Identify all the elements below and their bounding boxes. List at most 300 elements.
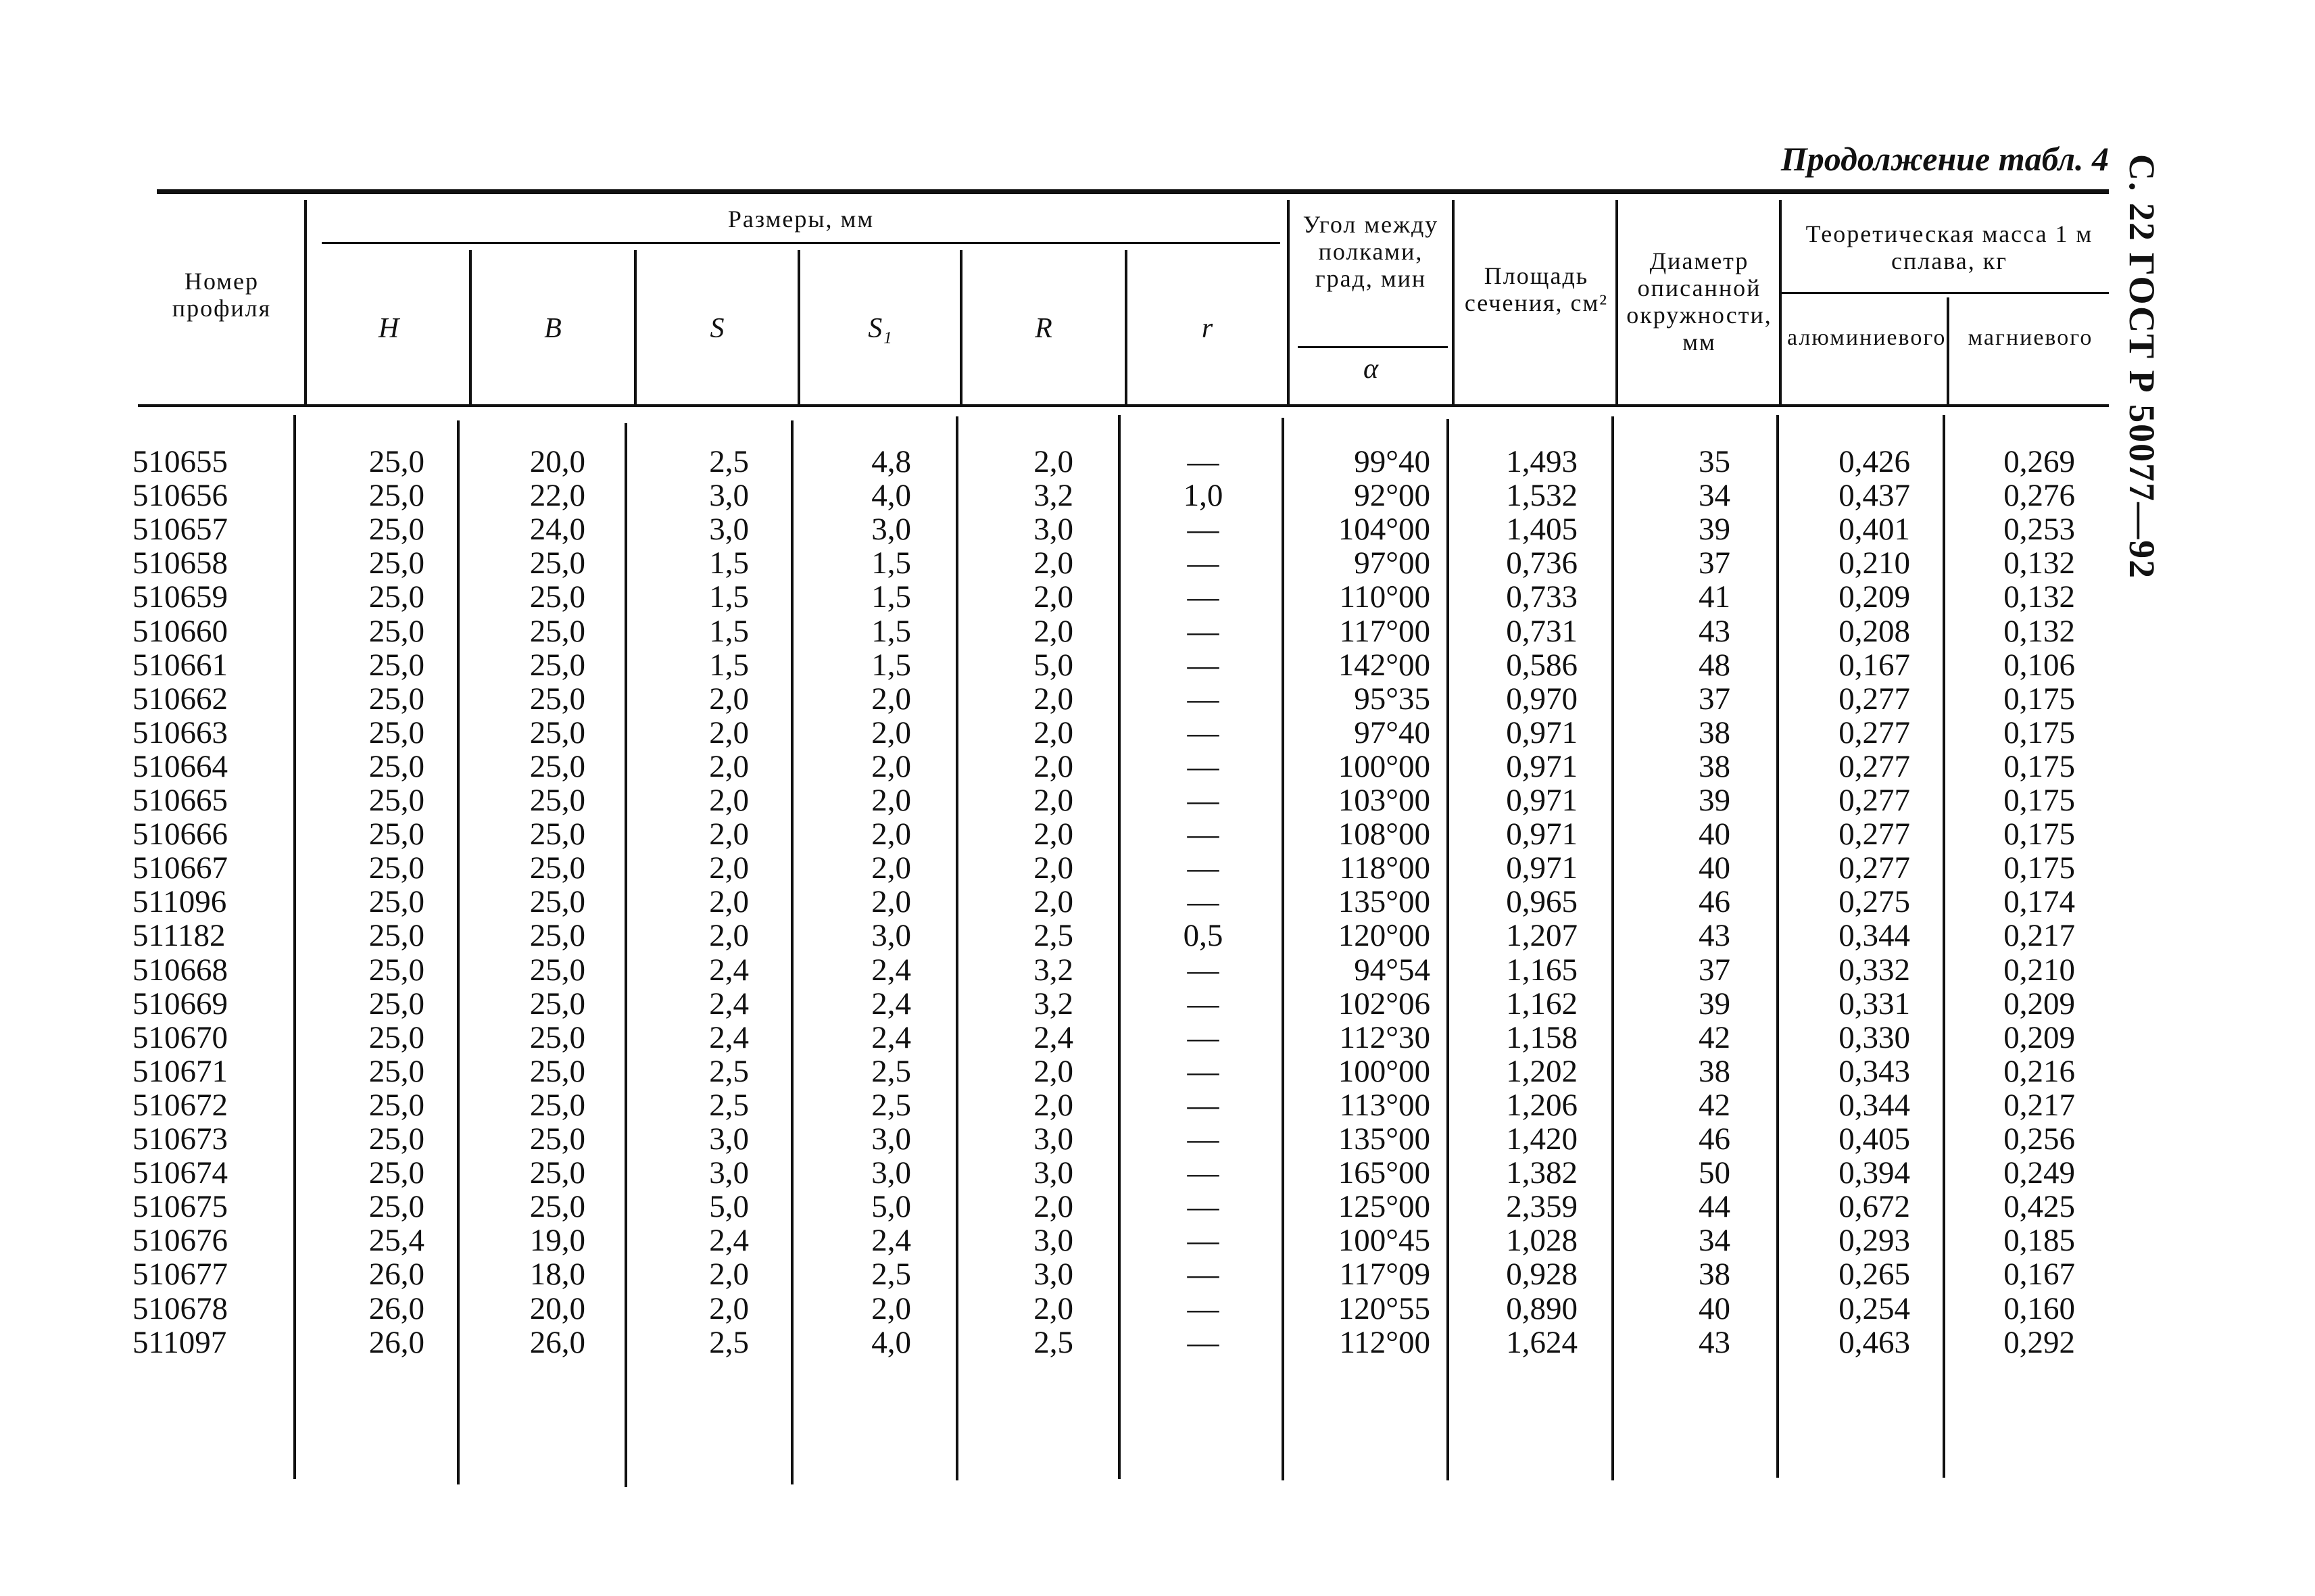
- dimensions-group-rule: [322, 242, 1280, 244]
- cell-angle: 110°00: [1339, 579, 1430, 615]
- profile-number: 510674: [132, 1155, 228, 1191]
- col-rule-9-head: [1615, 200, 1618, 404]
- cell-B: 25,0: [529, 986, 585, 1021]
- cell-aluminum: 0,277: [1838, 817, 1910, 852]
- cell-magnesium: 0,216: [2003, 1053, 2075, 1089]
- cell-S: 3,0: [709, 478, 749, 514]
- header-diameter: Диаметр описанной окружности, мм: [1626, 247, 1772, 356]
- cell-H: 25,0: [368, 850, 424, 886]
- cell-magnesium: 0,132: [2003, 546, 2075, 581]
- cell-H: 25,0: [368, 681, 424, 717]
- cell-R: 2,0: [1033, 715, 1073, 750]
- header-H: H: [378, 313, 399, 344]
- cell-r: —: [1187, 1121, 1219, 1157]
- cell-area: 1,624: [1506, 1324, 1578, 1360]
- cell-S1: 3,0: [871, 512, 911, 548]
- cell-angle: 104°00: [1338, 512, 1430, 548]
- cell-aluminum: 0,426: [1838, 444, 1910, 479]
- profile-number: 510660: [132, 613, 228, 649]
- cell-magnesium: 0,160: [2003, 1290, 2075, 1326]
- profile-number: 511096: [132, 884, 227, 920]
- cell-B: 25,0: [529, 1155, 585, 1191]
- cell-magnesium: 0,175: [2003, 748, 2075, 784]
- cell-B: 25,0: [529, 715, 585, 750]
- cell-R: 2,0: [1033, 1189, 1073, 1225]
- cell-B: 25,0: [529, 613, 585, 649]
- cell-diameter: 43: [1699, 918, 1730, 954]
- cell-diameter: 35: [1699, 444, 1730, 479]
- cell-S1: 2,4: [871, 952, 911, 988]
- cell-H: 25,0: [368, 478, 424, 514]
- cell-angle: 135°00: [1338, 1121, 1430, 1157]
- cell-H: 25,0: [368, 817, 424, 852]
- cell-aluminum: 0,331: [1838, 986, 1910, 1021]
- cell-r: —: [1187, 1223, 1219, 1259]
- cell-area: 1,162: [1506, 986, 1578, 1021]
- cell-S: 5,0: [709, 1189, 749, 1225]
- cell-S1: 2,0: [871, 817, 911, 852]
- cell-area: 1,532: [1506, 478, 1578, 514]
- cell-r: —: [1187, 579, 1219, 615]
- cell-r: —: [1187, 647, 1219, 683]
- cell-angle: 117°09: [1339, 1257, 1430, 1292]
- cell-area: 0,965: [1506, 884, 1578, 920]
- profile-number: 511182: [132, 918, 226, 954]
- cell-S1: 2,0: [871, 715, 911, 750]
- cell-R: 2,0: [1033, 1053, 1073, 1089]
- cell-H: 26,0: [368, 1257, 424, 1292]
- cell-S1: 3,0: [871, 1121, 911, 1157]
- cell-area: 0,971: [1506, 715, 1578, 750]
- header-B: B: [544, 313, 562, 344]
- cell-B: 25,0: [529, 1189, 585, 1225]
- cell-angle: 100°00: [1338, 748, 1430, 784]
- cell-B: 25,0: [529, 952, 585, 988]
- cell-S: 2,5: [709, 1324, 749, 1360]
- angle-alpha-rule: [1298, 346, 1448, 348]
- cell-S: 2,4: [709, 986, 749, 1021]
- col-rule-1-body: [293, 415, 296, 1479]
- cell-r: —: [1187, 817, 1219, 852]
- cell-S1: 4,0: [871, 478, 911, 514]
- cell-diameter: 38: [1699, 748, 1730, 784]
- profile-number: 510667: [132, 850, 228, 886]
- cell-magnesium: 0,174: [2003, 884, 2075, 920]
- cell-r: —: [1187, 1324, 1219, 1360]
- cell-area: 1,202: [1506, 1053, 1578, 1089]
- cell-aluminum: 0,275: [1838, 884, 1910, 920]
- cell-R: 3,2: [1033, 478, 1073, 514]
- cell-aluminum: 0,405: [1838, 1121, 1910, 1157]
- profile-number: 510664: [132, 748, 228, 784]
- header-S1: S₁: [868, 313, 892, 344]
- cell-diameter: 40: [1699, 1290, 1730, 1326]
- cell-H: 25,0: [368, 783, 424, 818]
- cell-S: 1,5: [709, 647, 749, 683]
- cell-r: —: [1187, 546, 1219, 581]
- cell-S: 3,0: [709, 1155, 749, 1191]
- cell-magnesium: 0,132: [2003, 613, 2075, 649]
- cell-R: 3,0: [1033, 1257, 1073, 1292]
- cell-B: 24,0: [529, 512, 585, 548]
- cell-diameter: 38: [1699, 715, 1730, 750]
- profile-number: 510659: [132, 579, 228, 615]
- cell-diameter: 39: [1699, 986, 1730, 1021]
- cell-area: 1,028: [1506, 1223, 1578, 1259]
- profile-number: 510665: [132, 783, 228, 818]
- cell-S1: 3,0: [871, 918, 911, 954]
- cell-angle: 120°00: [1338, 918, 1430, 954]
- cell-R: 2,0: [1033, 748, 1073, 784]
- cell-area: 1,493: [1506, 444, 1578, 479]
- cell-B: 19,0: [529, 1223, 585, 1259]
- cell-S: 2,0: [709, 681, 749, 717]
- cell-angle: 108°00: [1338, 817, 1430, 852]
- cell-r: —: [1187, 1053, 1219, 1089]
- cell-area: 0,971: [1506, 850, 1578, 886]
- cell-angle: 117°00: [1339, 613, 1430, 649]
- cell-S: 2,4: [709, 952, 749, 988]
- cell-aluminum: 0,437: [1838, 478, 1910, 514]
- cell-r: 1,0: [1183, 478, 1223, 514]
- cell-S: 2,5: [709, 1087, 749, 1123]
- profile-number: 510657: [132, 512, 228, 548]
- cell-H: 25,0: [368, 613, 424, 649]
- cell-H: 25,4: [368, 1223, 424, 1259]
- cell-angle: 165°00: [1338, 1155, 1430, 1191]
- cell-H: 25,0: [368, 512, 424, 548]
- cell-magnesium: 0,256: [2003, 1121, 2075, 1157]
- cell-R: 2,0: [1033, 783, 1073, 818]
- cell-S: 3,0: [709, 1121, 749, 1157]
- cell-B: 25,0: [529, 1019, 585, 1055]
- cell-S: 2,0: [709, 1257, 749, 1292]
- cell-r: —: [1187, 1155, 1219, 1191]
- cell-R: 2,0: [1033, 546, 1073, 581]
- cell-S: 2,0: [709, 817, 749, 852]
- cell-area: 0,928: [1506, 1257, 1578, 1292]
- cell-angle: 100°00: [1338, 1053, 1430, 1089]
- cell-magnesium: 0,185: [2003, 1223, 2075, 1259]
- cell-R: 3,2: [1033, 952, 1073, 988]
- cell-H: 25,0: [368, 986, 424, 1021]
- cell-S: 2,0: [709, 918, 749, 954]
- cell-R: 3,0: [1033, 1121, 1073, 1157]
- cell-angle: 142°00: [1338, 647, 1430, 683]
- cell-area: 1,206: [1506, 1087, 1578, 1123]
- cell-r: —: [1187, 512, 1219, 548]
- cell-r: —: [1187, 715, 1219, 750]
- profile-number: 510662: [132, 681, 228, 717]
- col-rule-11-body: [1943, 415, 1945, 1478]
- side-label-text: С. 22 ГОСТ Р 50077—92: [2122, 154, 2162, 580]
- cell-R: 2,0: [1033, 681, 1073, 717]
- cell-S1: 2,4: [871, 1223, 911, 1259]
- cell-magnesium: 0,217: [2003, 918, 2075, 954]
- profile-number: 510677: [132, 1257, 228, 1292]
- cell-S: 2,4: [709, 1019, 749, 1055]
- cell-B: 25,0: [529, 748, 585, 784]
- profile-number: 510672: [132, 1087, 228, 1123]
- cell-B: 25,0: [529, 681, 585, 717]
- cell-diameter: 42: [1699, 1019, 1730, 1055]
- cell-aluminum: 0,277: [1838, 681, 1910, 717]
- cell-S1: 2,5: [871, 1053, 911, 1089]
- cell-R: 3,0: [1033, 512, 1073, 548]
- cell-aluminum: 0,167: [1838, 647, 1910, 683]
- cell-area: 0,971: [1506, 783, 1578, 818]
- cell-magnesium: 0,175: [2003, 817, 2075, 852]
- cell-magnesium: 0,210: [2003, 952, 2075, 988]
- cell-S: 2,0: [709, 884, 749, 920]
- cell-S1: 2,0: [871, 748, 911, 784]
- profile-number: 510655: [132, 444, 228, 479]
- cell-H: 25,0: [368, 1155, 424, 1191]
- header-magnesium: магниевого: [1968, 325, 2093, 350]
- cell-H: 25,0: [368, 918, 424, 954]
- cell-diameter: 34: [1699, 1223, 1730, 1259]
- col-rule-7-head: [1287, 200, 1290, 404]
- cell-area: 1,158: [1506, 1019, 1578, 1055]
- cell-diameter: 50: [1699, 1155, 1730, 1191]
- cell-B: 25,0: [529, 546, 585, 581]
- cell-B: 25,0: [529, 1053, 585, 1089]
- cell-diameter: 40: [1699, 850, 1730, 886]
- col-rule-3-body: [625, 423, 627, 1487]
- profile-number: 510675: [132, 1189, 228, 1225]
- cell-magnesium: 0,175: [2003, 850, 2075, 886]
- col-rule-9-body: [1611, 416, 1614, 1480]
- cell-angle: 95°35: [1354, 681, 1430, 717]
- cell-S1: 2,0: [871, 1290, 911, 1326]
- cell-r: —: [1187, 850, 1219, 886]
- cell-magnesium: 0,106: [2003, 647, 2075, 683]
- cell-aluminum: 0,672: [1838, 1189, 1910, 1225]
- cell-R: 2,0: [1033, 817, 1073, 852]
- profile-number: 510671: [132, 1053, 228, 1089]
- table-top-rule: [157, 189, 2109, 194]
- cell-R: 2,0: [1033, 1087, 1073, 1123]
- cell-H: 26,0: [368, 1290, 424, 1326]
- header-bottom-rule: [138, 404, 2109, 407]
- cell-B: 26,0: [529, 1324, 585, 1360]
- cell-diameter: 34: [1699, 478, 1730, 514]
- cell-S: 2,0: [709, 748, 749, 784]
- cell-R: 2,0: [1033, 850, 1073, 886]
- profile-number: 510661: [132, 647, 228, 683]
- header-alpha: α: [1363, 354, 1379, 385]
- profile-number: 510673: [132, 1121, 228, 1157]
- cell-S1: 1,5: [871, 647, 911, 683]
- cell-S1: 2,5: [871, 1087, 911, 1123]
- cell-r: —: [1187, 884, 1219, 920]
- cell-aluminum: 0,394: [1838, 1155, 1910, 1191]
- profile-number: 510663: [132, 715, 228, 750]
- cell-S1: 4,8: [871, 444, 911, 479]
- cell-r: —: [1187, 1019, 1219, 1055]
- cell-diameter: 44: [1699, 1189, 1730, 1225]
- cell-S1: 1,5: [871, 546, 911, 581]
- cell-area: 0,971: [1506, 817, 1578, 852]
- cell-R: 5,0: [1033, 647, 1073, 683]
- cell-aluminum: 0,265: [1838, 1257, 1910, 1292]
- cell-area: 1,405: [1506, 512, 1578, 548]
- cell-H: 25,0: [368, 1189, 424, 1225]
- cell-B: 22,0: [529, 478, 585, 514]
- cell-magnesium: 0,209: [2003, 1019, 2075, 1055]
- cell-S: 1,5: [709, 579, 749, 615]
- cell-S: 2,5: [709, 1053, 749, 1089]
- cell-aluminum: 0,401: [1838, 512, 1910, 548]
- cell-aluminum: 0,210: [1838, 546, 1910, 581]
- cell-area: 1,420: [1506, 1121, 1578, 1157]
- cell-diameter: 41: [1699, 579, 1730, 615]
- cell-S1: 2,4: [871, 986, 911, 1021]
- cell-B: 25,0: [529, 1087, 585, 1123]
- cell-S: 2,0: [709, 715, 749, 750]
- header-mass-group: Теоретическая масса 1 м сплава, кг: [1805, 220, 2093, 274]
- cell-angle: 125°00: [1338, 1189, 1430, 1225]
- cell-diameter: 37: [1699, 952, 1730, 988]
- cell-area: 0,731: [1506, 613, 1578, 649]
- col-rule-5-body: [956, 416, 958, 1480]
- cell-magnesium: 0,167: [2003, 1257, 2075, 1292]
- cell-angle: 112°30: [1339, 1019, 1430, 1055]
- header-dimensions-group: Размеры, мм: [727, 205, 875, 233]
- header-r: r: [1201, 313, 1213, 344]
- cell-S1: 3,0: [871, 1155, 911, 1191]
- profile-number: 510656: [132, 478, 228, 514]
- cell-H: 25,0: [368, 1019, 424, 1055]
- cell-S: 2,5: [709, 444, 749, 479]
- cell-B: 20,0: [529, 444, 585, 479]
- cell-R: 2,0: [1033, 884, 1073, 920]
- cell-H: 26,0: [368, 1324, 424, 1360]
- cell-B: 25,0: [529, 850, 585, 886]
- cell-H: 25,0: [368, 715, 424, 750]
- cell-diameter: 48: [1699, 647, 1730, 683]
- cell-R: 2,0: [1033, 613, 1073, 649]
- cell-magnesium: 0,276: [2003, 478, 2075, 514]
- cell-magnesium: 0,209: [2003, 986, 2075, 1021]
- header-angle: Угол между полками, град, мин: [1302, 211, 1439, 292]
- cell-B: 25,0: [529, 884, 585, 920]
- cell-S: 2,0: [709, 783, 749, 818]
- cell-B: 25,0: [529, 918, 585, 954]
- cell-aluminum: 0,293: [1838, 1223, 1910, 1259]
- cell-H: 25,0: [368, 1121, 424, 1157]
- cell-S1: 1,5: [871, 613, 911, 649]
- cell-B: 20,0: [529, 1290, 585, 1326]
- cell-S1: 2,0: [871, 681, 911, 717]
- cell-angle: 103°00: [1338, 783, 1430, 818]
- cell-R: 3,0: [1033, 1155, 1073, 1191]
- cell-angle: 102°06: [1338, 986, 1430, 1021]
- cell-area: 1,165: [1506, 952, 1578, 988]
- cell-S: 2,0: [709, 850, 749, 886]
- cell-S: 3,0: [709, 512, 749, 548]
- cell-diameter: 43: [1699, 1324, 1730, 1360]
- cell-B: 25,0: [529, 647, 585, 683]
- cell-S1: 2,0: [871, 783, 911, 818]
- cell-angle: 135°00: [1338, 884, 1430, 920]
- cell-R: 2,0: [1033, 444, 1073, 479]
- cell-S1: 4,0: [871, 1324, 911, 1360]
- cell-S: 2,0: [709, 1290, 749, 1326]
- cell-magnesium: 0,253: [2003, 512, 2075, 548]
- cell-aluminum: 0,277: [1838, 748, 1910, 784]
- cell-diameter: 39: [1699, 783, 1730, 818]
- cell-B: 25,0: [529, 783, 585, 818]
- cell-magnesium: 0,292: [2003, 1324, 2075, 1360]
- profile-number: 510669: [132, 986, 228, 1021]
- col-rule-8-body: [1446, 419, 1449, 1480]
- cell-R: 3,0: [1033, 1223, 1073, 1259]
- cell-area: 0,970: [1506, 681, 1578, 717]
- cell-R: 2,0: [1033, 579, 1073, 615]
- cell-aluminum: 0,332: [1838, 952, 1910, 988]
- cell-area: 0,586: [1506, 647, 1578, 683]
- profile-number: 510668: [132, 952, 228, 988]
- cell-B: 25,0: [529, 817, 585, 852]
- cell-aluminum: 0,254: [1838, 1290, 1910, 1326]
- profile-number: 510666: [132, 817, 228, 852]
- cell-B: 18,0: [529, 1257, 585, 1292]
- profile-number: 510676: [132, 1223, 228, 1259]
- col-rule-1-head: [304, 200, 307, 404]
- cell-aluminum: 0,209: [1838, 579, 1910, 615]
- cell-diameter: 43: [1699, 613, 1730, 649]
- cell-aluminum: 0,330: [1838, 1019, 1910, 1055]
- cell-angle: 94°54: [1354, 952, 1430, 988]
- cell-magnesium: 0,175: [2003, 783, 2075, 818]
- cell-area: 0,736: [1506, 546, 1578, 581]
- mass-group-rule: [1782, 292, 2109, 294]
- header-R: R: [1035, 313, 1052, 344]
- cell-r: —: [1187, 952, 1219, 988]
- cell-H: 25,0: [368, 579, 424, 615]
- header-area: Площадь сечения, см²: [1464, 262, 1609, 316]
- cell-B: 25,0: [529, 1121, 585, 1157]
- col-rule-8-head: [1452, 200, 1455, 404]
- cell-diameter: 37: [1699, 546, 1730, 581]
- cell-R: 2,0: [1033, 1290, 1073, 1326]
- cell-magnesium: 0,217: [2003, 1087, 2075, 1123]
- cell-r: —: [1187, 613, 1219, 649]
- cell-H: 25,0: [368, 1053, 424, 1089]
- cell-r: —: [1187, 1257, 1219, 1292]
- cell-diameter: 42: [1699, 1087, 1730, 1123]
- cell-H: 25,0: [368, 1087, 424, 1123]
- cell-H: 25,0: [368, 748, 424, 784]
- cell-diameter: 39: [1699, 512, 1730, 548]
- cell-r: —: [1187, 681, 1219, 717]
- cell-S1: 2,0: [871, 884, 911, 920]
- cell-H: 25,0: [368, 444, 424, 479]
- cell-R: 2,4: [1033, 1019, 1073, 1055]
- cell-H: 25,0: [368, 952, 424, 988]
- cell-S1: 5,0: [871, 1189, 911, 1225]
- cell-aluminum: 0,277: [1838, 783, 1910, 818]
- cell-S1: 2,0: [871, 850, 911, 886]
- cell-angle: 99°40: [1354, 444, 1430, 479]
- cell-magnesium: 0,269: [2003, 444, 2075, 479]
- cell-area: 0,733: [1506, 579, 1578, 615]
- cell-R: 3,2: [1033, 986, 1073, 1021]
- cell-r: —: [1187, 783, 1219, 818]
- cell-angle: 100°45: [1338, 1223, 1430, 1259]
- cell-angle: 97°00: [1354, 546, 1430, 581]
